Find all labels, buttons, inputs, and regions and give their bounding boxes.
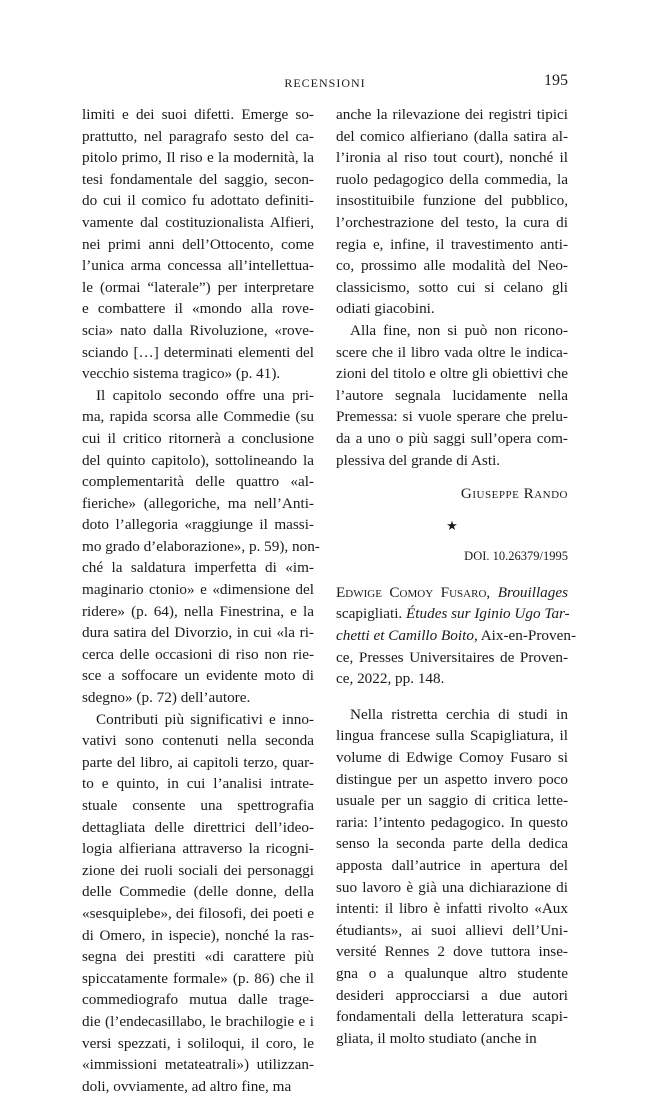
text-line: del quinto capitolo), sottolineando la	[82, 451, 314, 469]
text-line: Edwige Comoy Fusaro, Brouillages	[336, 583, 569, 601]
review-conclusion	[336, 104, 568, 471]
text-line: cui il critico ritornerà a conclusione	[82, 429, 314, 447]
section-separator-star: ★	[446, 517, 458, 533]
left-column	[82, 104, 320, 1097]
text-line: senso la seconda parte della dedica	[336, 835, 568, 853]
text-line: sciando […] determinati elementi del	[82, 343, 314, 361]
text-line: sdegno» (p. 72) dell’autore.	[82, 689, 251, 707]
text-line: intenti: il libro è infatti rivolto «Aux	[336, 900, 568, 918]
text-line: ridere» (p. 64), nella Finestrina, e la	[82, 602, 314, 620]
text-line: limiti e dei suoi difetti. Emerge so-	[82, 106, 314, 123]
text-line: dettagliata delle direttrici dell’ideo-	[82, 818, 314, 836]
text-line: l’unica arma concessa all’intellettua-	[82, 257, 314, 275]
text-line: to e quinto, in cui l’analisi intrate-	[82, 775, 314, 793]
text-line: desideri approcciarsi a due autori	[336, 986, 568, 1004]
text-line: complementarità delle quattro «al-	[82, 473, 314, 491]
text-line: logia alfieriana attraverso la ricogni-	[82, 840, 314, 858]
review-opening	[336, 704, 568, 1050]
text-line: gliata, il molto studiato (anche in	[336, 1029, 537, 1047]
text-line: gna o a qualunque altro studente	[336, 964, 568, 982]
text-line: insostituibile funzione del pubblico,	[336, 192, 568, 210]
text-line: plessiva del grande di Asti.	[336, 451, 501, 469]
text-line: prattutto, nel paragrafo sesto del ca-	[82, 127, 314, 145]
text-line: die (l’endecasillabo, le brachilogie e i	[82, 1012, 314, 1030]
doi-reference: DOI. 10.26379/1995	[464, 549, 568, 564]
text-line: segna dei prestiti «di carattere più	[82, 948, 314, 966]
text-line: maginario ctonio» e «dimensione del	[82, 581, 314, 599]
text-line: cerca delle occasioni di riso non rie-	[82, 645, 314, 663]
text-line: «sesquiplebe», dei filosofi, dei poeti e	[82, 904, 314, 922]
text-line: co, prossimo alle modalità del Neo-	[336, 257, 568, 275]
text-line: usuale per un saggio di critica lette-	[336, 792, 568, 810]
text-line: fondamentali della letteratura scapi-	[336, 1008, 568, 1026]
text-line: versité Rennes 2 dove tuttora inse-	[336, 943, 568, 961]
text-line: stuale consente una spettrografia	[82, 797, 314, 814]
text-line: ché la saldatura imperfetta di «im-	[82, 559, 314, 577]
page-number: 195	[544, 72, 568, 89]
text-line: ma, rapida scorsa alle Commedie (su	[82, 408, 314, 426]
text-line: apposta dall’autrice in apertura del	[336, 857, 568, 874]
text-line: sce a soffocare un evidente moto di	[82, 667, 314, 685]
text-line: anche la rilevazione dei registri tipici	[336, 106, 568, 123]
text-line: scia» nato dalla Rivoluzione, «rove-	[82, 321, 314, 339]
right-column	[336, 104, 577, 1049]
text-line: chetti et Camillo Boito, Aix-en-Proven-	[336, 627, 577, 645]
text-line: «immissioni metateatrali») utilizzan-	[82, 1056, 314, 1074]
text-line: vativi sono contenuti nella seconda	[82, 732, 314, 750]
text-line: parte del libro, ai capitoli terzo, quar-	[82, 753, 314, 771]
text-line: vecchio sistema tragico» (p. 41).	[82, 365, 281, 383]
text-line: versi spezzati, i soliloqui, il coro, le	[82, 1034, 314, 1052]
text-line: scere che il libro vada oltre le indica-	[336, 343, 568, 361]
text-line: delle Commedie (delle donne, della	[82, 883, 314, 901]
text-line: raria: l’intento pedagogico. In questo	[336, 813, 568, 831]
text-line: mo grado d’elaborazione», p. 59), non-	[82, 537, 320, 555]
text-line: di Omero, in ispecie), nonché la ras-	[82, 926, 314, 944]
text-line: da a uno o più saggi sull’opera com-	[336, 429, 568, 447]
text-line: do cui il comico fu adottato definiti-	[82, 192, 314, 210]
text-line: regia e, infine, il travestimento anti-	[336, 235, 568, 253]
text-line: étudiants», ai suoi allievi dell’Uni-	[336, 921, 568, 939]
text-line: doto l’allegoria «raggiunge il massi-	[82, 516, 314, 534]
text-line: tesi fondamentale del saggio, secon-	[82, 170, 314, 188]
text-line: zioni del titolo e oltre gli obiettivi che	[336, 365, 568, 383]
text-line: vamente dal costituzionalista Alfieri,	[82, 213, 314, 231]
text-line: del comico alfieriano (dalla satira al-	[336, 127, 568, 145]
text-line: pitolo primo, Il riso e la modernità, la	[82, 149, 314, 167]
text-line: fieriche» (allegoriche, ma nell’Anti-	[82, 494, 314, 512]
text-line: nei primi anni dell’Ottocento, come	[82, 235, 314, 253]
text-line: distingue per un aspetto invero poco	[336, 770, 568, 788]
text-line: volume di Edwige Comoy Fusaro si	[336, 749, 568, 767]
text-line: ruolo pedagogico della commedia, la	[336, 170, 568, 188]
book-citation	[336, 582, 577, 690]
section-title: RECENSIONI	[284, 76, 366, 90]
text-line: ce, Presses Universitaires de Proven-	[336, 648, 568, 666]
text-line: l’orchestrazione del testo, la cura di	[336, 213, 568, 231]
text-line: l’autore segnala lucidamente nella	[336, 386, 568, 404]
text-line: e combattere il «mondo alla rove-	[82, 300, 314, 318]
text-line: Alla fine, non si può non ricono-	[350, 321, 568, 339]
text-line: zione dei ruoli sociali dei personaggi	[82, 861, 314, 879]
reviewer-signature: Giuseppe Rando	[460, 485, 568, 503]
text-line: spiccatamente formale» (p. 86) che il	[82, 969, 314, 987]
text-line: doli, ovviamente, ad altro fine, ma	[82, 1077, 292, 1095]
text-line: commediografo mutua dalle trage-	[82, 991, 314, 1009]
text-line: lingua francese sulla Scapigliatura, il	[336, 727, 568, 745]
text-line: l’ironia al riso tout court), nonché il	[336, 149, 568, 167]
text-line: Nella ristretta cerchia di studi in	[350, 705, 568, 723]
text-line: le (ormai “laterale”) per interpretare	[82, 278, 314, 296]
text-line: Premessa: si vuole sperare che prelu-	[336, 408, 568, 426]
text-line: ce, 2022, pp. 148.	[336, 670, 445, 688]
text-line: Contributi più significativi e inno-	[96, 710, 314, 728]
text-line: dura satira del Divorzio, in cui «la ri-	[82, 624, 314, 642]
text-line: scapigliati. Études sur Iginio Ugo Tar-	[336, 605, 570, 623]
text-line: suo lavoro è già una dichiarazione di	[336, 878, 568, 896]
text-line: odiati giacobini.	[336, 300, 435, 318]
text-line: Il capitolo secondo offre una pri-	[96, 386, 314, 404]
text-line: classicismo, sotto cui si celano gli	[336, 278, 568, 296]
